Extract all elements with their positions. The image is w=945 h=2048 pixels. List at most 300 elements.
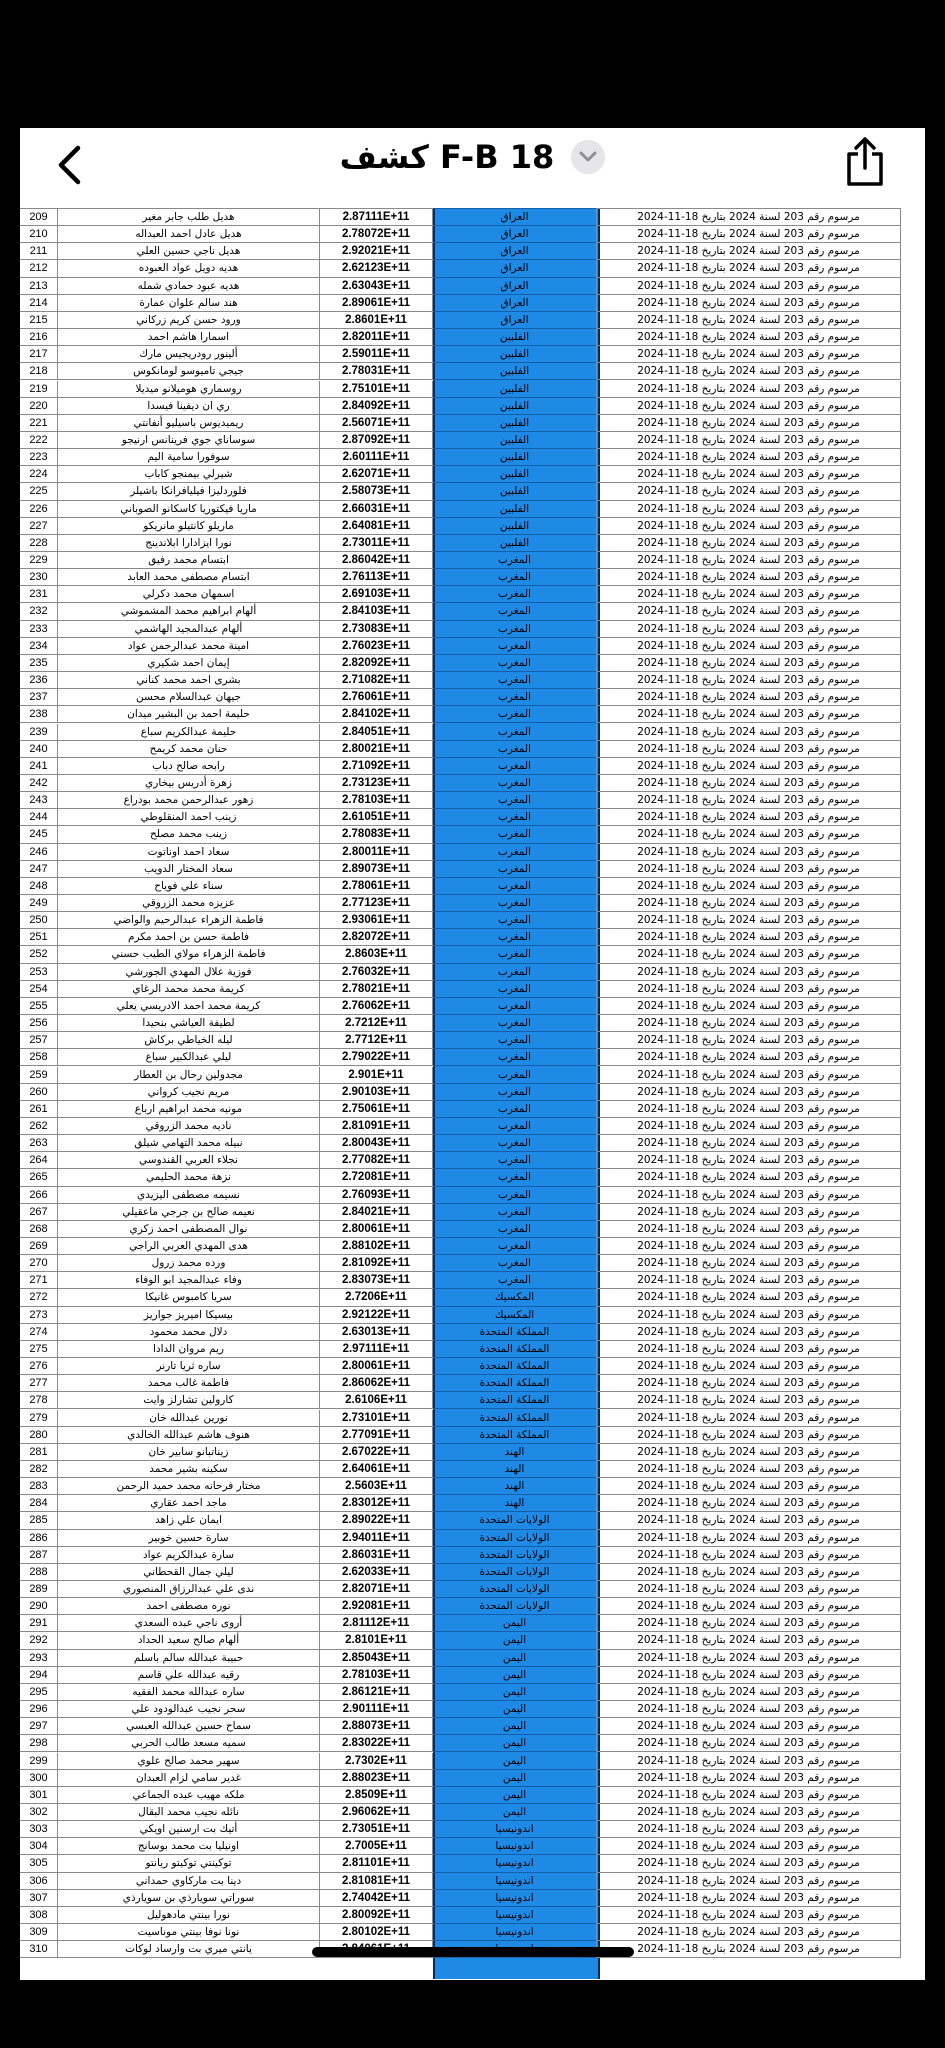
cell-country[interactable]: الفلبين xyxy=(433,398,596,415)
cell-name[interactable]: ماريلو كانتيلو مانريكو xyxy=(58,518,320,535)
cell-row-number[interactable]: 273 xyxy=(20,1307,58,1324)
cell-name[interactable]: نجلاء العربي القندوسي xyxy=(58,1152,320,1169)
cell-row-number[interactable]: 278 xyxy=(20,1392,58,1409)
cell-value[interactable]: 2.61051E+11 xyxy=(320,809,433,826)
cell-country[interactable]: المغرب xyxy=(433,706,596,723)
cell-name[interactable]: سكينه بشير محمد xyxy=(58,1461,320,1478)
cell-country[interactable]: المغرب xyxy=(433,552,596,569)
cell-name[interactable]: هديه دويل عواد العبوده xyxy=(58,260,320,277)
cell-decree[interactable]: مرسوم رقم 203 لسنة 2024 بتاريخ 18-11-2024 xyxy=(596,1375,901,1392)
cell-decree[interactable]: مرسوم رقم 203 لسنة 2024 بتاريخ 18-11-2024 xyxy=(596,1804,901,1821)
table-row[interactable] xyxy=(20,535,925,552)
cell-value[interactable]: 2.6106E+11 xyxy=(320,1392,433,1409)
table-row[interactable] xyxy=(20,1444,925,1461)
cell-name[interactable]: هديل عادل احمد العبداله xyxy=(58,226,320,243)
cell-decree[interactable]: مرسوم رقم 203 لسنة 2024 بتاريخ 18-11-2024 xyxy=(596,1324,901,1341)
table-row[interactable] xyxy=(20,1890,925,1907)
cell-country[interactable]: المغرب xyxy=(433,809,596,826)
cell-name[interactable]: فاطمة الزهراء عبدالرحيم والواضي xyxy=(58,912,320,929)
cell-country[interactable]: اندونيسيا xyxy=(433,1855,596,1872)
cell-name[interactable]: زيناتبانو سابير خان xyxy=(58,1444,320,1461)
cell-row-number[interactable]: 216 xyxy=(20,329,58,346)
cell-value[interactable]: 2.7206E+11 xyxy=(320,1289,433,1306)
cell-value[interactable]: 2.84051E+11 xyxy=(320,724,433,741)
cell-name[interactable]: نورين عبدالله خان xyxy=(58,1410,320,1427)
table-row[interactable] xyxy=(20,1067,925,1084)
cell-country[interactable]: المغرب xyxy=(433,929,596,946)
cell-name[interactable]: ملكه مهيب عبده الجماعي xyxy=(58,1787,320,1804)
cell-value[interactable]: 2.82092E+11 xyxy=(320,655,433,672)
cell-country[interactable]: المغرب xyxy=(433,621,596,638)
cell-country[interactable]: المكسيك xyxy=(433,1307,596,1324)
cell-name[interactable]: سعاد المختار الدويب xyxy=(58,861,320,878)
cell-row-number[interactable]: 291 xyxy=(20,1615,58,1632)
cell-decree[interactable]: مرسوم رقم 203 لسنة 2024 بتاريخ 18-11-2024 xyxy=(596,1444,901,1461)
cell-country[interactable]: المغرب xyxy=(433,758,596,775)
cell-decree[interactable]: مرسوم رقم 203 لسنة 2024 بتاريخ 18-11-2024 xyxy=(596,844,901,861)
cell-row-number[interactable]: 235 xyxy=(20,655,58,672)
cell-value[interactable]: 2.73083E+11 xyxy=(320,621,433,638)
table-row[interactable] xyxy=(20,1855,925,1872)
table-row[interactable] xyxy=(20,1512,925,1529)
cell-row-number[interactable]: 263 xyxy=(20,1135,58,1152)
cell-row-number[interactable]: 212 xyxy=(20,260,58,277)
cell-row-number[interactable]: 250 xyxy=(20,912,58,929)
cell-row-number[interactable]: 296 xyxy=(20,1701,58,1718)
table-row[interactable] xyxy=(20,1272,925,1289)
table-row[interactable] xyxy=(20,638,925,655)
cell-name[interactable]: اسمارا هاشم احمد xyxy=(58,329,320,346)
cell-row-number[interactable]: 304 xyxy=(20,1838,58,1855)
cell-row-number[interactable]: 279 xyxy=(20,1410,58,1427)
cell-value[interactable]: 2.78103E+11 xyxy=(320,1667,433,1684)
cell-decree[interactable]: مرسوم رقم 203 لسنة 2024 بتاريخ 18-11-2024 xyxy=(596,1701,901,1718)
cell-row-number[interactable]: 247 xyxy=(20,861,58,878)
cell-decree[interactable]: مرسوم رقم 203 لسنة 2024 بتاريخ 18-11-2024 xyxy=(596,1169,901,1186)
cell-name[interactable]: حليمة عبدالكريم سباع xyxy=(58,724,320,741)
cell-country[interactable]: الفلبين xyxy=(433,329,596,346)
cell-row-number[interactable]: 261 xyxy=(20,1101,58,1118)
cell-country[interactable]: الولايات المتحدة xyxy=(433,1530,596,1547)
cell-row-number[interactable]: 215 xyxy=(20,312,58,329)
table-row[interactable] xyxy=(20,466,925,483)
cell-row-number[interactable]: 226 xyxy=(20,501,58,518)
table-row[interactable] xyxy=(20,1547,925,1564)
cell-row-number[interactable]: 298 xyxy=(20,1735,58,1752)
cell-decree[interactable]: مرسوم رقم 203 لسنة 2024 بتاريخ 18-11-2024 xyxy=(596,741,901,758)
cell-row-number[interactable]: 266 xyxy=(20,1187,58,1204)
cell-name[interactable]: هديه عبود حمادي شمله xyxy=(58,278,320,295)
cell-name[interactable]: ساره ثريا تارنر xyxy=(58,1358,320,1375)
cell-name[interactable]: مونيه محمد ابراهيم ارباع xyxy=(58,1101,320,1118)
table-row[interactable] xyxy=(20,260,925,277)
cell-row-number[interactable]: 294 xyxy=(20,1667,58,1684)
cell-name[interactable]: ابتسام مصطفى محمد العابد xyxy=(58,569,320,586)
cell-value[interactable]: 2.96062E+11 xyxy=(320,1804,433,1821)
table-row[interactable] xyxy=(20,861,925,878)
cell-decree[interactable]: مرسوم رقم 203 لسنة 2024 بتاريخ 18-11-2024 xyxy=(596,1187,901,1204)
cell-country[interactable]: اليمن xyxy=(433,1770,596,1787)
cell-country[interactable]: الفلبين xyxy=(433,466,596,483)
cell-decree[interactable]: مرسوم رقم 203 لسنة 2024 بتاريخ 18-11-2024 xyxy=(596,1135,901,1152)
cell-decree[interactable]: مرسوم رقم 203 لسنة 2024 بتاريخ 18-11-2024 xyxy=(596,1307,901,1324)
cell-name[interactable]: نورا ايزادارا ابلاندينج xyxy=(58,535,320,552)
cell-country[interactable]: المغرب xyxy=(433,912,596,929)
table-row[interactable] xyxy=(20,329,925,346)
cell-value[interactable]: 2.87111E+11 xyxy=(320,209,433,226)
cell-decree[interactable]: مرسوم رقم 203 لسنة 2024 بتاريخ 18-11-2024 xyxy=(596,1289,901,1306)
cell-value[interactable]: 2.77082E+11 xyxy=(320,1152,433,1169)
cell-country[interactable]: اليمن xyxy=(433,1650,596,1667)
cell-name[interactable]: نزهة محمد الحليمي xyxy=(58,1169,320,1186)
table-row[interactable] xyxy=(20,672,925,689)
table-row[interactable] xyxy=(20,1650,925,1667)
cell-decree[interactable]: مرسوم رقم 203 لسنة 2024 بتاريخ 18-11-2024 xyxy=(596,1461,901,1478)
cell-row-number[interactable]: 262 xyxy=(20,1118,58,1135)
cell-row-number[interactable]: 240 xyxy=(20,741,58,758)
cell-country[interactable]: المغرب xyxy=(433,1238,596,1255)
table-row[interactable] xyxy=(20,1907,925,1924)
cell-name[interactable]: نوره مصطفى احمد xyxy=(58,1598,320,1615)
cell-decree[interactable]: مرسوم رقم 203 لسنة 2024 بتاريخ 18-11-2024 xyxy=(596,638,901,655)
cell-row-number[interactable]: 264 xyxy=(20,1152,58,1169)
cell-country[interactable]: المغرب xyxy=(433,1255,596,1272)
cell-value[interactable]: 2.8601E+11 xyxy=(320,312,433,329)
cell-name[interactable]: فاطمة حسن بن احمد مكرم xyxy=(58,929,320,946)
cell-row-number[interactable]: 254 xyxy=(20,981,58,998)
cell-country[interactable]: المغرب xyxy=(433,672,596,689)
table-row[interactable] xyxy=(20,312,925,329)
cell-row-number[interactable]: 282 xyxy=(20,1461,58,1478)
cell-value[interactable]: 2.60111E+11 xyxy=(320,449,433,466)
cell-decree[interactable]: مرسوم رقم 203 لسنة 2024 بتاريخ 18-11-2024 xyxy=(596,912,901,929)
cell-country[interactable]: الفلبين xyxy=(433,415,596,432)
cell-row-number[interactable]: 281 xyxy=(20,1444,58,1461)
cell-value[interactable]: 2.88023E+11 xyxy=(320,1770,433,1787)
cell-value[interactable]: 2.67022E+11 xyxy=(320,1444,433,1461)
cell-value[interactable]: 2.78072E+11 xyxy=(320,226,433,243)
table-row[interactable] xyxy=(20,1118,925,1135)
cell-country[interactable]: اليمن xyxy=(433,1632,596,1649)
table-row[interactable] xyxy=(20,1770,925,1787)
cell-row-number[interactable]: 231 xyxy=(20,586,58,603)
table-row[interactable] xyxy=(20,1221,925,1238)
cell-name[interactable]: ليلي جمال القحطاني xyxy=(58,1564,320,1581)
cell-name[interactable]: ايمان علي زاهد xyxy=(58,1512,320,1529)
cell-name[interactable]: سوساناي جوي فرينانس ارنيجو xyxy=(58,432,320,449)
cell-name[interactable]: ماريا فيكتوريا كاسكانو الصوباني xyxy=(58,501,320,518)
table-row[interactable] xyxy=(20,998,925,1015)
cell-value[interactable]: 2.83012E+11 xyxy=(320,1495,433,1512)
cell-decree[interactable]: مرسوم رقم 203 لسنة 2024 بتاريخ 18-11-2024 xyxy=(596,981,901,998)
cell-value[interactable]: 2.64061E+11 xyxy=(320,1461,433,1478)
cell-name[interactable]: كريمة محمد احمد الادريسي يعلي xyxy=(58,998,320,1015)
cell-country[interactable]: الهند xyxy=(433,1461,596,1478)
table-row[interactable] xyxy=(20,1084,925,1101)
cell-decree[interactable]: مرسوم رقم 203 لسنة 2024 بتاريخ 18-11-2024 xyxy=(596,1838,901,1855)
cell-decree[interactable]: مرسوم رقم 203 لسنة 2024 بتاريخ 18-11-2024 xyxy=(596,1495,901,1512)
table-row[interactable] xyxy=(20,1187,925,1204)
table-row[interactable] xyxy=(20,552,925,569)
table-row[interactable] xyxy=(20,1924,925,1941)
cell-country[interactable]: المغرب xyxy=(433,946,596,963)
table-row[interactable] xyxy=(20,1101,925,1118)
cell-decree[interactable]: مرسوم رقم 203 لسنة 2024 بتاريخ 18-11-2024 xyxy=(596,1049,901,1066)
cell-row-number[interactable]: 245 xyxy=(20,826,58,843)
cell-country[interactable]: الهند xyxy=(433,1495,596,1512)
cell-value[interactable]: 2.58073E+11 xyxy=(320,483,433,500)
cell-country[interactable]: الفلبين xyxy=(433,346,596,363)
table-row[interactable] xyxy=(20,1615,925,1632)
cell-decree[interactable]: مرسوم رقم 203 لسنة 2024 بتاريخ 18-11-2024 xyxy=(596,689,901,706)
cell-row-number[interactable]: 228 xyxy=(20,535,58,552)
table-row[interactable] xyxy=(20,689,925,706)
cell-name[interactable]: ماجد احمد عقاري xyxy=(58,1495,320,1512)
cell-value[interactable]: 2.93061E+11 xyxy=(320,912,433,929)
cell-name[interactable]: ليله الخياطي بركاش xyxy=(58,1032,320,1049)
table-row[interactable] xyxy=(20,1289,925,1306)
cell-row-number[interactable]: 303 xyxy=(20,1821,58,1838)
cell-decree[interactable]: مرسوم رقم 203 لسنة 2024 بتاريخ 18-11-2024 xyxy=(596,1718,901,1735)
cell-row-number[interactable]: 275 xyxy=(20,1341,58,1358)
cell-country[interactable]: المغرب xyxy=(433,1067,596,1084)
cell-decree[interactable]: مرسوم رقم 203 لسنة 2024 بتاريخ 18-11-2024 xyxy=(596,209,901,226)
cell-value[interactable]: 2.5603E+11 xyxy=(320,1478,433,1495)
table-row[interactable] xyxy=(20,1581,925,1598)
cell-row-number[interactable]: 256 xyxy=(20,1015,58,1032)
table-row[interactable] xyxy=(20,1341,925,1358)
cell-decree[interactable]: مرسوم رقم 203 لسنة 2024 بتاريخ 18-11-2024 xyxy=(596,1152,901,1169)
cell-name[interactable]: مريم نجيب كرواني xyxy=(58,1084,320,1101)
table-row[interactable] xyxy=(20,1787,925,1804)
table-row[interactable] xyxy=(20,964,925,981)
cell-row-number[interactable]: 210 xyxy=(20,226,58,243)
cell-row-number[interactable]: 211 xyxy=(20,243,58,260)
cell-decree[interactable]: مرسوم رقم 203 لسنة 2024 بتاريخ 18-11-2024 xyxy=(596,1547,901,1564)
cell-decree[interactable]: مرسوم رقم 203 لسنة 2024 بتاريخ 18-11-2024 xyxy=(596,1221,901,1238)
cell-row-number[interactable]: 276 xyxy=(20,1358,58,1375)
cell-decree[interactable]: مرسوم رقم 203 لسنة 2024 بتاريخ 18-11-2024 xyxy=(596,1615,901,1632)
cell-name[interactable]: سوفورا سامية اليم xyxy=(58,449,320,466)
cell-decree[interactable]: مرسوم رقم 203 لسنة 2024 بتاريخ 18-11-2024 xyxy=(596,518,901,535)
cell-value[interactable]: 2.83022E+11 xyxy=(320,1735,433,1752)
cell-country[interactable]: المغرب xyxy=(433,603,596,620)
cell-decree[interactable]: مرسوم رقم 203 لسنة 2024 بتاريخ 18-11-2024 xyxy=(596,1341,901,1358)
cell-decree[interactable]: مرسوم رقم 203 لسنة 2024 بتاريخ 18-11-2024 xyxy=(596,1255,901,1272)
table-row[interactable] xyxy=(20,1461,925,1478)
cell-country[interactable]: الولايات المتحدة xyxy=(433,1512,596,1529)
cell-row-number[interactable]: 234 xyxy=(20,638,58,655)
cell-decree[interactable]: مرسوم رقم 203 لسنة 2024 بتاريخ 18-11-2024 xyxy=(596,1941,901,1958)
table-row[interactable] xyxy=(20,1324,925,1341)
cell-name[interactable]: اسمهان محمد دكرلي xyxy=(58,586,320,603)
cell-decree[interactable]: مرسوم رقم 203 لسنة 2024 بتاريخ 18-11-2024 xyxy=(596,603,901,620)
cell-name[interactable]: ألينور رودريجيس مارك xyxy=(58,346,320,363)
cell-row-number[interactable]: 283 xyxy=(20,1478,58,1495)
cell-name[interactable]: كارولين تشارلز وايت xyxy=(58,1392,320,1409)
cell-decree[interactable]: مرسوم رقم 203 لسنة 2024 بتاريخ 18-11-2024 xyxy=(596,483,901,500)
cell-row-number[interactable]: 241 xyxy=(20,758,58,775)
cell-value[interactable]: 2.56071E+11 xyxy=(320,415,433,432)
table-row[interactable] xyxy=(20,518,925,535)
cell-decree[interactable]: مرسوم رقم 203 لسنة 2024 بتاريخ 18-11-2024 xyxy=(596,621,901,638)
cell-row-number[interactable]: 280 xyxy=(20,1427,58,1444)
cell-row-number[interactable]: 248 xyxy=(20,878,58,895)
cell-decree[interactable]: مرسوم رقم 203 لسنة 2024 بتاريخ 18-11-2024 xyxy=(596,312,901,329)
cell-value[interactable]: 2.62123E+11 xyxy=(320,260,433,277)
cell-decree[interactable]: مرسوم رقم 203 لسنة 2024 بتاريخ 18-11-2024 xyxy=(596,1890,901,1907)
cell-decree[interactable]: مرسوم رقم 203 لسنة 2024 بتاريخ 18-11-2024 xyxy=(596,809,901,826)
cell-decree[interactable]: مرسوم رقم 203 لسنة 2024 بتاريخ 18-11-2024 xyxy=(596,946,901,963)
table-row[interactable] xyxy=(20,363,925,380)
cell-country[interactable]: المملكة المتحدة xyxy=(433,1341,596,1358)
cell-country[interactable]: المغرب xyxy=(433,724,596,741)
cell-name[interactable]: ساره عبدالله محمد الفقيه xyxy=(58,1684,320,1701)
cell-name[interactable]: دلال محمد محمود xyxy=(58,1324,320,1341)
cell-name[interactable]: امينة محمد عبدالرحمن عواد xyxy=(58,638,320,655)
cell-row-number[interactable]: 295 xyxy=(20,1684,58,1701)
cell-decree[interactable]: مرسوم رقم 203 لسنة 2024 بتاريخ 18-11-2024 xyxy=(596,1787,901,1804)
cell-row-number[interactable]: 286 xyxy=(20,1530,58,1547)
cell-value[interactable]: 2.62033E+11 xyxy=(320,1564,433,1581)
cell-country[interactable]: المغرب xyxy=(433,861,596,878)
cell-row-number[interactable]: 224 xyxy=(20,466,58,483)
cell-value[interactable]: 2.92021E+11 xyxy=(320,243,433,260)
cell-name[interactable]: رقيه عبدالله علي قاسم xyxy=(58,1667,320,1684)
table-row[interactable] xyxy=(20,278,925,295)
cell-name[interactable]: دينا بت ماركاوي حمداني xyxy=(58,1873,320,1890)
cell-country[interactable]: اليمن xyxy=(433,1701,596,1718)
cell-name[interactable]: زهور عبدالرحمن محمد بودراع xyxy=(58,792,320,809)
cell-value[interactable]: 2.76093E+11 xyxy=(320,1187,433,1204)
cell-row-number[interactable]: 223 xyxy=(20,449,58,466)
cell-name[interactable]: غدير سامي لزام العبدان xyxy=(58,1770,320,1787)
cell-name[interactable]: مختار فرحانه محمد حميد الرحمن xyxy=(58,1478,320,1495)
cell-country[interactable]: اليمن xyxy=(433,1804,596,1821)
table-row[interactable] xyxy=(20,449,925,466)
cell-name[interactable]: ابتسام محمد رفيق xyxy=(58,552,320,569)
cell-country[interactable]: المغرب xyxy=(433,792,596,809)
cell-row-number[interactable]: 306 xyxy=(20,1873,58,1890)
cell-name[interactable]: ألهام صالح سعيد الحداد xyxy=(58,1632,320,1649)
cell-value[interactable]: 2.81091E+11 xyxy=(320,1118,433,1135)
cell-value[interactable]: 2.92122E+11 xyxy=(320,1307,433,1324)
table-row[interactable] xyxy=(20,432,925,449)
cell-country[interactable]: المغرب xyxy=(433,1032,596,1049)
cell-decree[interactable]: مرسوم رقم 203 لسنة 2024 بتاريخ 18-11-2024 xyxy=(596,1358,901,1375)
cell-decree[interactable]: مرسوم رقم 203 لسنة 2024 بتاريخ 18-11-2024 xyxy=(596,1770,901,1787)
cell-name[interactable]: حليمة احمد بن البشير ميدان xyxy=(58,706,320,723)
cell-value[interactable]: 2.74042E+11 xyxy=(320,1890,433,1907)
cell-decree[interactable]: مرسوم رقم 203 لسنة 2024 بتاريخ 18-11-2024 xyxy=(596,1032,901,1049)
cell-decree[interactable]: مرسوم رقم 203 لسنة 2024 بتاريخ 18-11-2024 xyxy=(596,501,901,518)
cell-value[interactable]: 2.77091E+11 xyxy=(320,1427,433,1444)
cell-name[interactable]: نونا نوفا بينتي موناسيت xyxy=(58,1924,320,1941)
cell-name[interactable]: ندى علي عبدالرزاق المنصوري xyxy=(58,1581,320,1598)
cell-name[interactable]: فلوردليزا فيليافرانكا باشيلر xyxy=(58,483,320,500)
cell-value[interactable]: 2.7005E+11 xyxy=(320,1838,433,1855)
cell-decree[interactable]: مرسوم رقم 203 لسنة 2024 بتاريخ 18-11-2024 xyxy=(596,1684,901,1701)
cell-row-number[interactable]: 290 xyxy=(20,1598,58,1615)
cell-row-number[interactable]: 267 xyxy=(20,1204,58,1221)
table-row[interactable] xyxy=(20,1238,925,1255)
cell-decree[interactable]: مرسوم رقم 203 لسنة 2024 بتاريخ 18-11-2024 xyxy=(596,1735,901,1752)
cell-name[interactable]: زينب احمد المنقلوطي xyxy=(58,809,320,826)
table-row[interactable] xyxy=(20,1684,925,1701)
cell-decree[interactable]: مرسوم رقم 203 لسنة 2024 بتاريخ 18-11-2024 xyxy=(596,1272,901,1289)
cell-country[interactable]: اليمن xyxy=(433,1735,596,1752)
table-row[interactable] xyxy=(20,1204,925,1221)
table-row[interactable] xyxy=(20,1718,925,1735)
cell-row-number[interactable]: 268 xyxy=(20,1221,58,1238)
cell-value[interactable]: 2.901E+11 xyxy=(320,1067,433,1084)
cell-row-number[interactable]: 277 xyxy=(20,1375,58,1392)
cell-value[interactable]: 2.81081E+11 xyxy=(320,1873,433,1890)
cell-name[interactable]: فوزية علال المهدي الجورشي xyxy=(58,964,320,981)
cell-country[interactable]: الفلبين xyxy=(433,483,596,500)
cell-country[interactable]: الهند xyxy=(433,1478,596,1495)
cell-name[interactable]: يانتي ميري بت وارساد لوكات xyxy=(58,1941,320,1958)
cell-value[interactable]: 2.73051E+11 xyxy=(320,1821,433,1838)
cell-country[interactable]: العراق xyxy=(433,295,596,312)
table-row[interactable] xyxy=(20,724,925,741)
cell-country[interactable]: العراق xyxy=(433,260,596,277)
cell-value[interactable]: 2.75061E+11 xyxy=(320,1101,433,1118)
cell-name[interactable]: ورود حسن كريم زركاني xyxy=(58,312,320,329)
cell-country[interactable]: اندونيسيا xyxy=(433,1873,596,1890)
cell-name[interactable]: مجدولين رحال بن العطار xyxy=(58,1067,320,1084)
table-row[interactable] xyxy=(20,809,925,826)
cell-row-number[interactable]: 272 xyxy=(20,1289,58,1306)
cell-value[interactable]: 2.73011E+11 xyxy=(320,535,433,552)
cell-row-number[interactable]: 220 xyxy=(20,398,58,415)
cell-country[interactable]: الفلبين xyxy=(433,381,596,398)
cell-decree[interactable]: مرسوم رقم 203 لسنة 2024 بتاريخ 18-11-2024 xyxy=(596,1581,901,1598)
cell-value[interactable]: 2.8603E+11 xyxy=(320,946,433,963)
cell-name[interactable]: ناديه محمد الزروقي xyxy=(58,1118,320,1135)
cell-country[interactable]: المغرب xyxy=(433,1015,596,1032)
cell-name[interactable]: سناء علي فوياح xyxy=(58,878,320,895)
cell-decree[interactable]: مرسوم رقم 203 لسنة 2024 بتاريخ 18-11-2024 xyxy=(596,1530,901,1547)
cell-decree[interactable]: مرسوم رقم 203 لسنة 2024 بتاريخ 18-11-2024 xyxy=(596,226,901,243)
cell-decree[interactable]: مرسوم رقم 203 لسنة 2024 بتاريخ 18-11-2024 xyxy=(596,243,901,260)
cell-value[interactable]: 2.80061E+11 xyxy=(320,1358,433,1375)
cell-decree[interactable]: مرسوم رقم 203 لسنة 2024 بتاريخ 18-11-2024 xyxy=(596,964,901,981)
cell-name[interactable]: بيسيكا اميريز جواريز xyxy=(58,1307,320,1324)
cell-value[interactable]: 2.84103E+11 xyxy=(320,603,433,620)
cell-value[interactable]: 2.62071E+11 xyxy=(320,466,433,483)
cell-decree[interactable]: مرسوم رقم 203 لسنة 2024 بتاريخ 18-11-2024 xyxy=(596,1392,901,1409)
cell-value[interactable]: 2.71092E+11 xyxy=(320,758,433,775)
cell-country[interactable]: المغرب xyxy=(433,1118,596,1135)
cell-decree[interactable]: مرسوم رقم 203 لسنة 2024 بتاريخ 18-11-2024 xyxy=(596,1410,901,1427)
cell-decree[interactable]: مرسوم رقم 203 لسنة 2024 بتاريخ 18-11-2024 xyxy=(596,1924,901,1941)
cell-row-number[interactable]: 244 xyxy=(20,809,58,826)
cell-row-number[interactable]: 270 xyxy=(20,1255,58,1272)
cell-country[interactable]: العراق xyxy=(433,243,596,260)
cell-country[interactable]: المغرب xyxy=(433,1221,596,1238)
cell-decree[interactable]: مرسوم رقم 203 لسنة 2024 بتاريخ 18-11-2024 xyxy=(596,295,901,312)
cell-value[interactable]: 2.78031E+11 xyxy=(320,363,433,380)
table-row[interactable] xyxy=(20,483,925,500)
cell-value[interactable]: 2.85043E+11 xyxy=(320,1650,433,1667)
cell-decree[interactable]: مرسوم رقم 203 لسنة 2024 بتاريخ 18-11-2024 xyxy=(596,1564,901,1581)
cell-country[interactable]: المغرب xyxy=(433,655,596,672)
table-row[interactable] xyxy=(20,415,925,432)
cell-decree[interactable]: مرسوم رقم 203 لسنة 2024 بتاريخ 18-11-2024 xyxy=(596,346,901,363)
cell-name[interactable]: نعيمه صالح بن جرجي ماعقيلي xyxy=(58,1204,320,1221)
table-row[interactable] xyxy=(20,946,925,963)
